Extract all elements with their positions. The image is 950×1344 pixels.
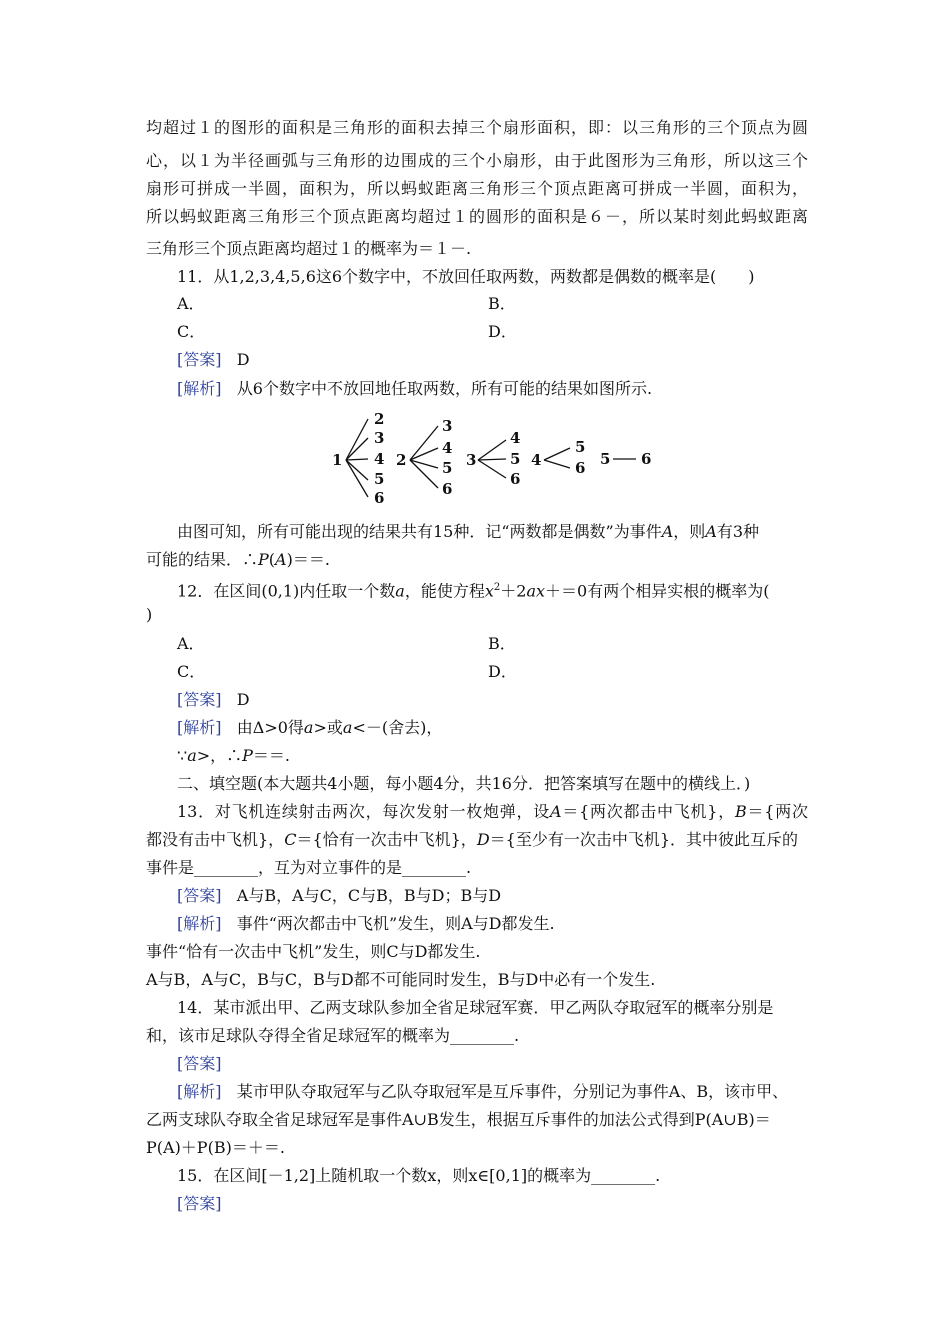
- intro-line-1: 均超过１的图形的面积是三角形的面积去掉三个扇形面积，即：以三角形的三个顶点为圆: [146, 118, 808, 137]
- tree-diagram: [320, 408, 660, 508]
- q11-after-1: 由图可知，所有可能出现的结果共有15种．记“两数都是偶数”为事件A，则A有3种: [177, 522, 760, 541]
- tree-leaf: 3: [442, 417, 453, 435]
- tree-leaf: 5: [442, 459, 453, 477]
- q13-analysis-3: A与B，A与C，B与C，B与D都不可能同时发生，B与D中必有一个发生.: [146, 970, 656, 989]
- tree-root-1: 1: [332, 451, 343, 469]
- intro-line-2: 心，以１为半径画弧与三角形的边围成的三个小扇形，由于此图形为三角形，所以这三个: [146, 151, 808, 170]
- tree-leaf: 6: [442, 480, 453, 498]
- q12-stem: 12．在区间(0,1)内任取一个数a，能使方程$x^2+2ax+=0$有两个相异实根的概率为(: [177, 581, 770, 601]
- q13-analysis-2: 事件“恰有一次击中飞机”发生，则C与D都发生.: [146, 942, 481, 961]
- analysis-tag: [解析]: [177, 914, 222, 933]
- section-heading: 二、填空题(本大题共4小题，每小题4分，共16分．把答案填写在题中的横线上．): [177, 774, 751, 793]
- tree-leaf: 2: [374, 410, 385, 428]
- q13-analysis: [解析] 事件“两次都击中飞机”发生，则A与D都发生.: [177, 914, 555, 933]
- answer-tag: [答案]: [177, 350, 222, 369]
- answer-tag: [答案]: [177, 690, 222, 709]
- q11-stem: 11．从1,2,3,4,5,6这6个数字中，不放回任取两数，两数都是偶数的概率是( ): [177, 267, 755, 286]
- q12-option-c: C．: [177, 662, 206, 681]
- tree-leaf: 4: [442, 439, 453, 457]
- tree-5: [600, 450, 651, 468]
- intro-line-5: 三角形三个顶点距离均超过１的概率为＝１－.: [146, 239, 472, 258]
- q11-option-c: C．: [177, 322, 206, 341]
- q12-answer: [177, 688, 839, 712]
- answer-tag: [答案]: [177, 1194, 222, 1213]
- q14-answer: [177, 1052, 839, 1076]
- answer-value: A与B，A与C，C与B，B与D；B与D: [236, 886, 502, 905]
- analysis-text: 从6个数字中不放回地任取两数，所有可能的结果如图所示.: [236, 379, 653, 398]
- tree-root-5: 5: [600, 450, 611, 468]
- intro-line-4: 所以蚂蚁距离三角形三个顶点距离均超过１的圆形的面积是６－，所以某时刻此蚂蚁距离: [146, 207, 808, 226]
- q12-since: ∵a>，∴P＝＝.: [177, 746, 291, 765]
- q12-option-d: D．: [488, 662, 517, 681]
- q11-option-d: D．: [488, 322, 517, 341]
- answer-value: D: [236, 350, 250, 369]
- tree-leaf: 6: [374, 489, 385, 507]
- tree-leaf: 5: [575, 438, 586, 456]
- q11-option-b: B．: [488, 294, 516, 313]
- tree-leaf: 6: [641, 450, 652, 468]
- tree-root-3: 3: [466, 451, 477, 469]
- q13-answer: [177, 884, 839, 908]
- intro-line-3: 扇形可拼成一半圆，面积为，所以蚂蚁距离三角形三个顶点距离可拼成一半圆，面积为，: [146, 179, 808, 198]
- tree-leaf: 4: [374, 450, 385, 468]
- q13-line-2: 都没有击中飞机}，C＝{恰有一次击中飞机}，D＝{至少有一次击中飞机}．其中彼此互斥的: [146, 830, 799, 849]
- q12-analysis: [解析] 由Δ>0得a>或a<－(舍去)，: [177, 718, 443, 737]
- tree-3: [466, 429, 520, 488]
- q15-stem: 15．在区间[－1,2]上随机取一个数x，则x∈[0,1]的概率为________.: [177, 1166, 661, 1185]
- analysis-tag: [解析]: [177, 1082, 222, 1101]
- q14-line-1: 14．某市派出甲、乙两支球队参加全省足球冠军赛．甲乙两队夺取冠军的概率分别是: [177, 998, 774, 1017]
- tree-leaf: 6: [510, 470, 521, 488]
- q14-analysis: [解析] 某市甲队夺取冠军与乙队夺取冠军是互斥事件，分别记为事件A、B，该市甲、: [177, 1082, 789, 1101]
- tree-4: [531, 438, 585, 477]
- q15-answer: [177, 1192, 839, 1216]
- answer-tag: [答案]: [177, 886, 222, 905]
- tree-leaf: 3: [374, 429, 385, 447]
- tree-1: [332, 410, 384, 507]
- q11-answer: [177, 348, 839, 372]
- q13-line-3: 事件是________，互为对立事件的是________.: [146, 858, 472, 877]
- tree-leaf: 5: [510, 450, 521, 468]
- tree-leaf: 5: [374, 470, 385, 488]
- tree-root-2: 2: [396, 451, 407, 469]
- answer-tag: [答案]: [177, 1054, 222, 1073]
- tree-leaf: 4: [510, 429, 521, 447]
- q13-line-1: 13．对飞机连续射击两次，每次发射一枚炮弹，设A＝{两次都击中飞机}，B＝{两次: [177, 802, 808, 821]
- q14-analysis-2: 乙两支球队夺取全省足球冠军是事件A∪B发生，根据互斥事件的加法公式得到P(A∪B)＝: [146, 1110, 771, 1129]
- analysis-tag: [解析]: [177, 379, 222, 398]
- q14-line-2: 和，该市足球队夺得全省足球冠军的概率为________.: [146, 1026, 520, 1045]
- q11-after-2: 可能的结果．∴P(A)＝＝.: [146, 550, 330, 569]
- q14-analysis-3: P(A)＋P(B)＝＋＝.: [146, 1138, 285, 1157]
- q11-analysis: [177, 377, 839, 401]
- tree-leaf: 6: [575, 459, 586, 477]
- tree-2: [396, 417, 452, 498]
- tree-root-4: 4: [531, 451, 542, 469]
- q12-option-b: B．: [488, 634, 516, 653]
- answer-value: D: [236, 690, 250, 709]
- analysis-tag: [解析]: [177, 718, 222, 737]
- q12-option-a: A．: [177, 634, 205, 653]
- q12-stem-close: ): [146, 605, 153, 624]
- q11-option-a: A．: [177, 294, 205, 313]
